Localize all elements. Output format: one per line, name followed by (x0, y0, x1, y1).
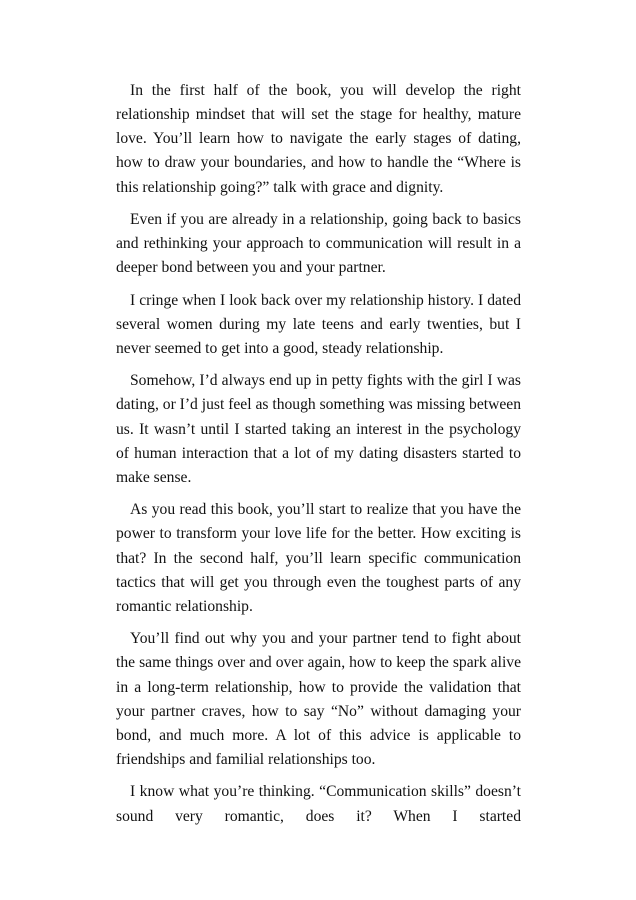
book-page-text (116, 79, 521, 829)
paragraph-first-half: In the first half of the book, you will develop the right relationship mindset that will set the stage for healthy, mature love. You’ll learn how to navigate the early stages of dating, how to draw your boundaries, and how to handle the “Where is this relationship going?” talk with grace and dignity. (116, 82, 521, 196)
paragraph-petty-fights: Somehow, I’d always end up in petty fights with the girl I was dating, or I’d just feel as though something was missing between us. It wasn’t until I started taking an interest in the psychology of human interaction that a lot of my dating disasters started to make sense. (116, 372, 521, 486)
paragraph-fight-same-things: You’ll find out why you and your partner tend to fight about the same things over and over again, how to keep the spark alive in a long-term relationship, how to provide the validation that your partner craves, how to say “No” without damaging your bond, and much more. A lot of this advice is applicable to friendships and familial relationships too. (116, 630, 521, 768)
paragraph-power-to-transform: As you read this book, you’ll start to realize that you have the power to transform your love life for the better. How exciting is that? In the second half, you’ll learn specific communication tactics that will get you through even the toughest parts of any romantic relationship. (116, 501, 521, 615)
paragraph-relationship-history: I cringe when I look back over my relationship history. I dated several women during my late teens and early twenties, but I never seemed to get into a good, steady relationship. (116, 291, 521, 357)
paragraph-already-in-relationship: Even if you are already in a relationship, going back to basics and rethinking your approach to communication will result in a deeper bond between you and your partner. (116, 210, 521, 277)
paragraph-communication-skills: I know what you’re thinking. “Communication skills” doesn’t sound very romantic, does it? When I started (116, 783, 521, 825)
